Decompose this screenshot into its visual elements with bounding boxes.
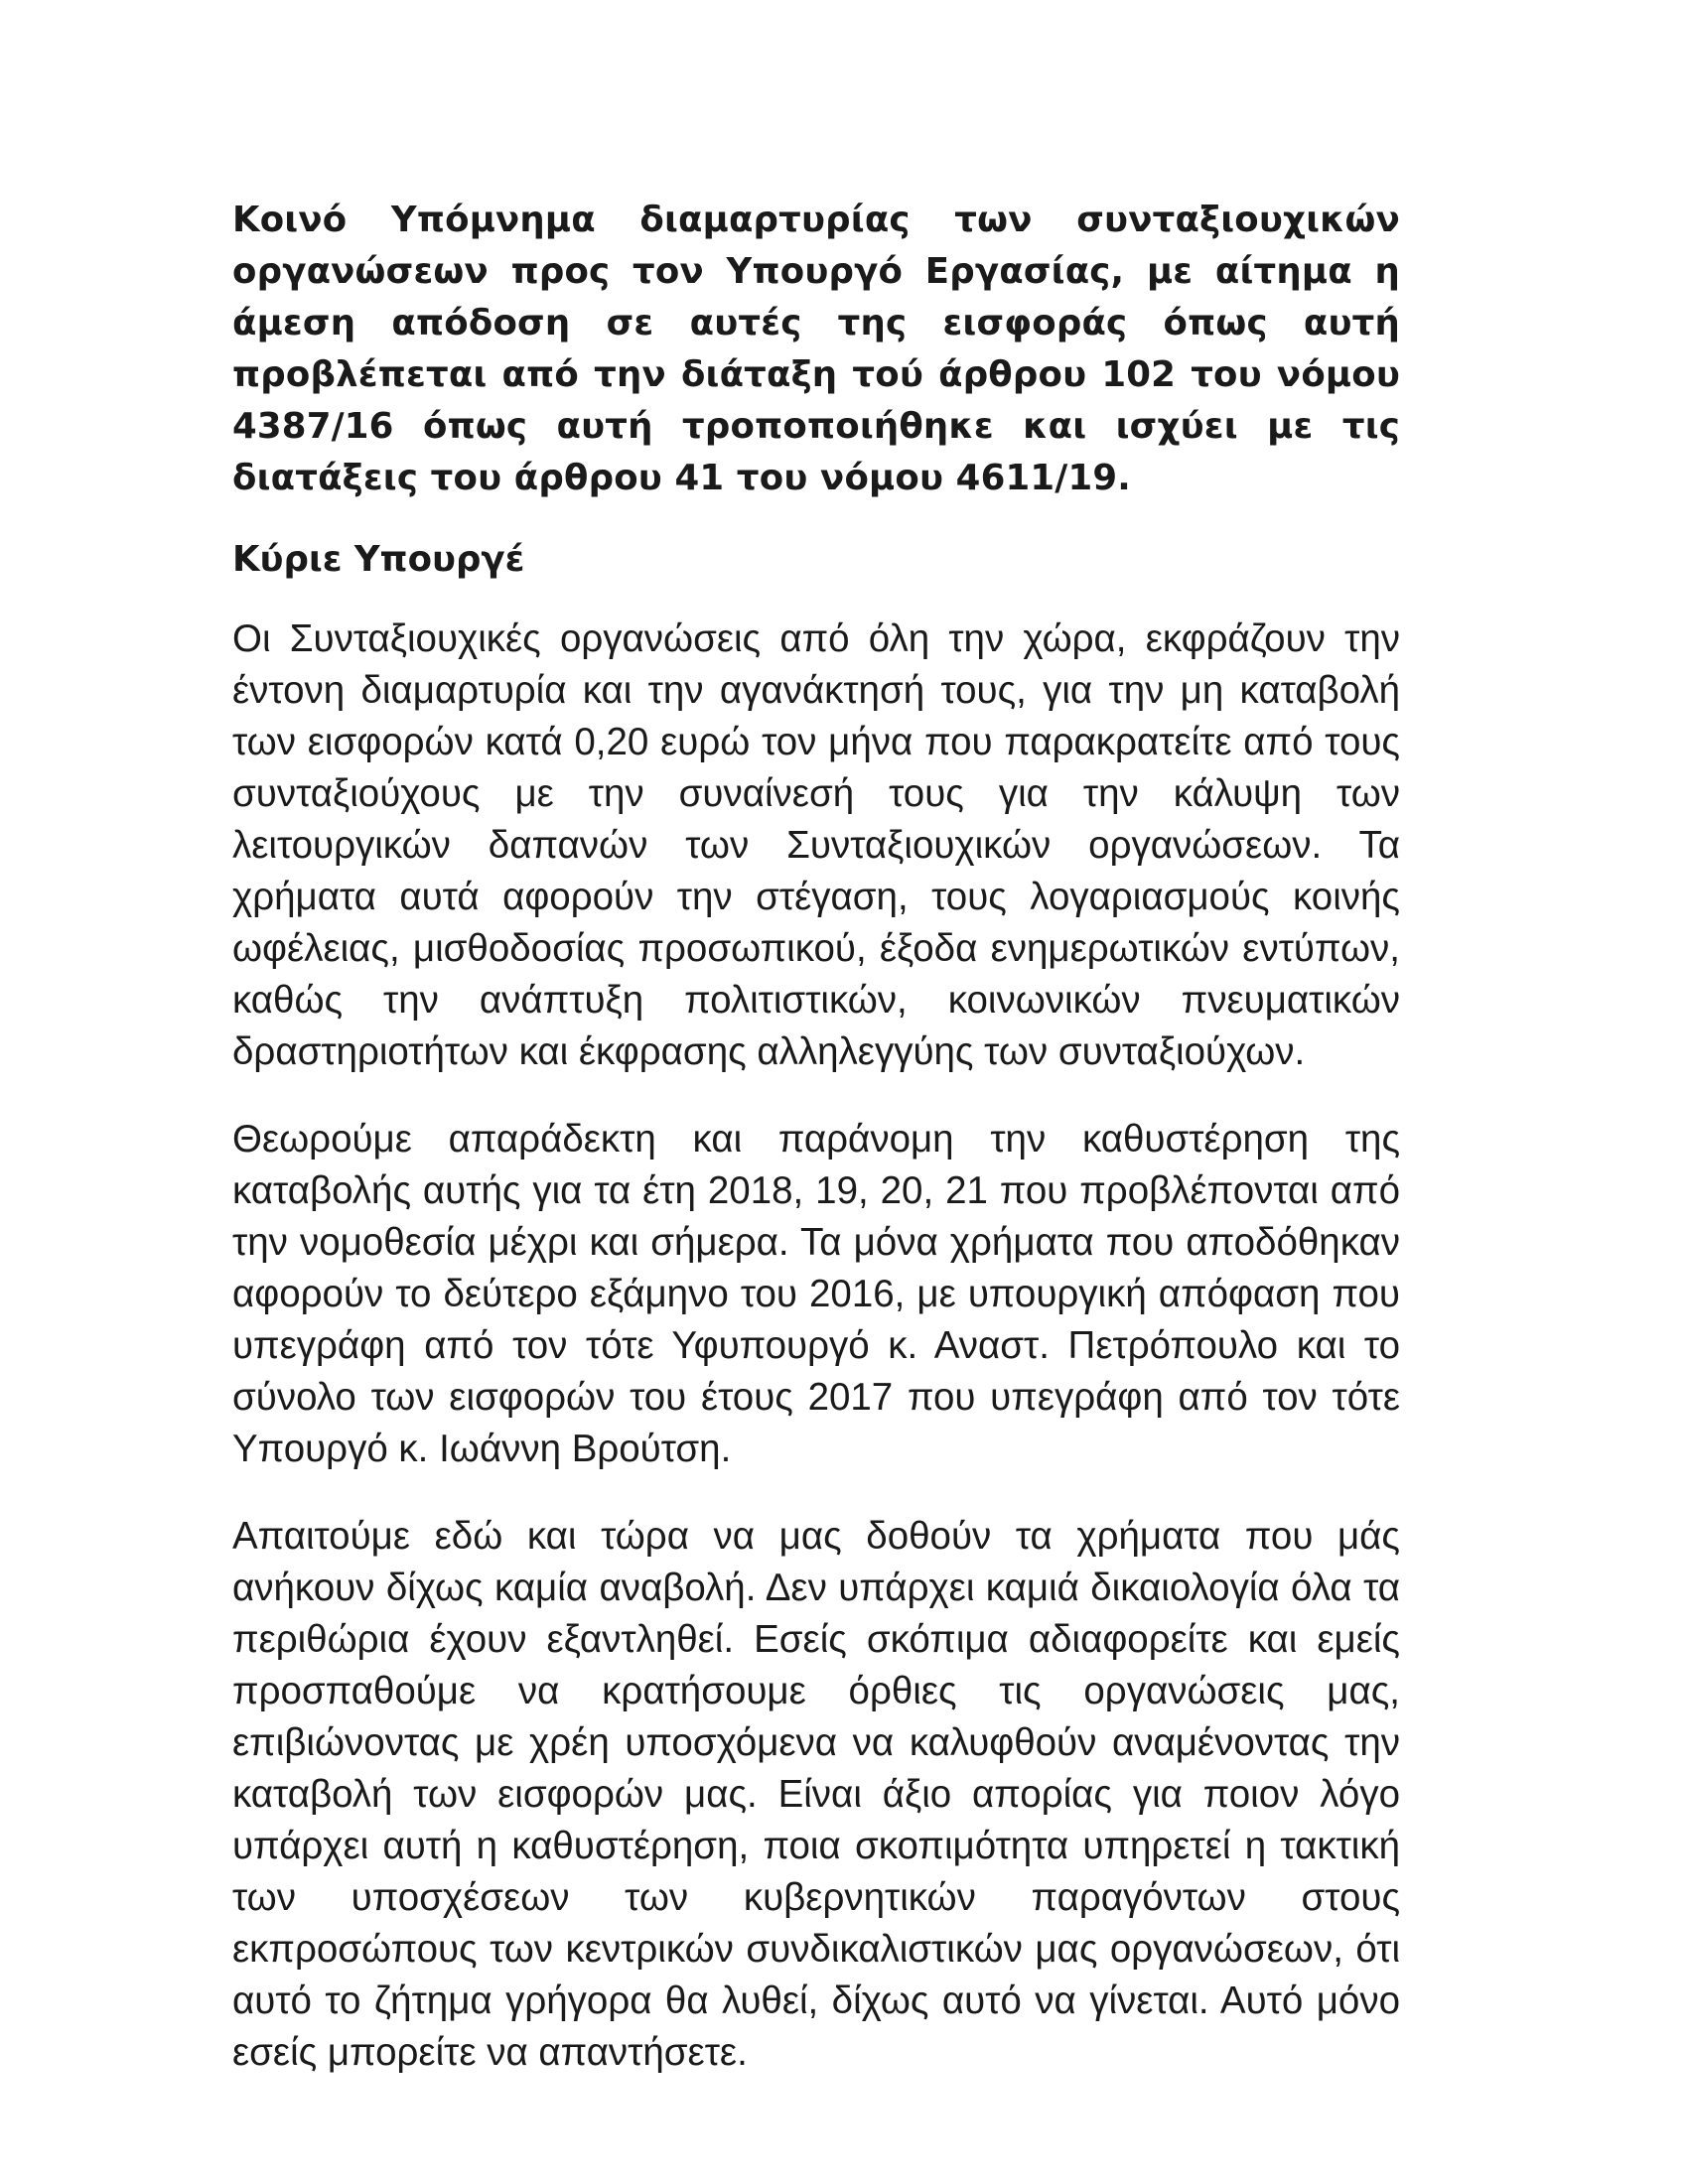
paragraph-2: Θεωρούμε απαράδεκτη και παράνομη την καθυστέρηση της καταβολής αυτής για τα έτη 2018, 19, 20, 21 που προβλέπονται από την νομοθεσία μέχρι και σήμερα. Τα μόνα χρήματα που αποδόθηκαν αφορούν το δεύτερο εξάμηνο του 2016, με υπουργική απόφαση που υπεγράφη από τον τότε Υφυπουργό κ. Αναστ. Πετρόπουλο και το σύνολο των εισφορών του έτους 2017 που υπεγράφη από τον τότε Υπουργό κ. Ιωάννη Βρούτση. [232, 1118, 1400, 1470]
salutation: Κύριε Υπουργέ [232, 539, 525, 580]
document-title: Κοινό Υπόμνημα διαμαρτυρίας των συνταξιουχικών οργανώσεων προς τον Υπουργό Εργασίας, με αίτημα η άμεση απόδοση σε αυτές της εισφοράς όπως αυτή προβλέπεται από την διάταξη τού άρθρου 102 του νόμου 4387/16 όπως αυτή τροποποιήθηκε και ισχύει με τις διατάξεις του άρθρου 41 του νόμου 4611/19. [232, 200, 1400, 498]
paragraph-1: Οι Συνταξιουχικές οργανώσεις από όλη την χώρα, εκφράζουν την έντονη διαμαρτυρία και την αγανάκτησή τους, για την μη καταβολή των εισφορών κατά 0,20 ευρώ τον μήνα που παρακρατείτε από τους συνταξιούχους με την συναίνεσή τους για την κάλυψη των λειτουργικών δαπανών των Συνταξιουχικών οργανώσεων. Τα χρήματα αυτά αφορούν την στέγαση, τους λογαριασμούς κοινής ωφέλειας, μισθοδοσίας προσωπικού, έξοδα ενημερωτικών εντύπων, καθώς την ανάπτυξη πολιτιστικών, κοινωνικών πνευματικών δραστηριοτήτων και έκφρασης αλληλεγγύης των συνταξιούχων. [232, 617, 1400, 1073]
paragraph-3: Απαιτούμε εδώ και τώρα να μας δοθούν τα χρήματα που μάς ανήκουν δίχως καμία αναβολή. Δεν υπάρχει καμιά δικαιολογία όλα τα περιθώρια έχουν εξαντληθεί. Εσείς σκόπιμα αδιαφορείτε και εμείς προσπαθούμε να κρατήσουμε όρθιες τις οργανώσεις μας, επιβιώνοντας με χρέη υποσχόμενα να καλυφθούν αναμένοντας την καταβολή των εισφορών μας. Είναι άξιο απορίας για ποιον λόγο υπάρχει αυτή η καθυστέρηση, ποια σκοπιμότητα υπηρετεί η τακτική των υποσχέσεων των κυβερνητικών παραγόντων στους εκπροσώπους των κεντρικών συνδικαλιστικών μας οργανώσεων, ότι αυτό το ζήτημα γρήγορα θα λυθεί, δίχως αυτό να γίνεται. Αυτό μόνο εσείς μπορείτε να απαντήσετε. [232, 1515, 1400, 2074]
document-page [232, 195, 1400, 2115]
